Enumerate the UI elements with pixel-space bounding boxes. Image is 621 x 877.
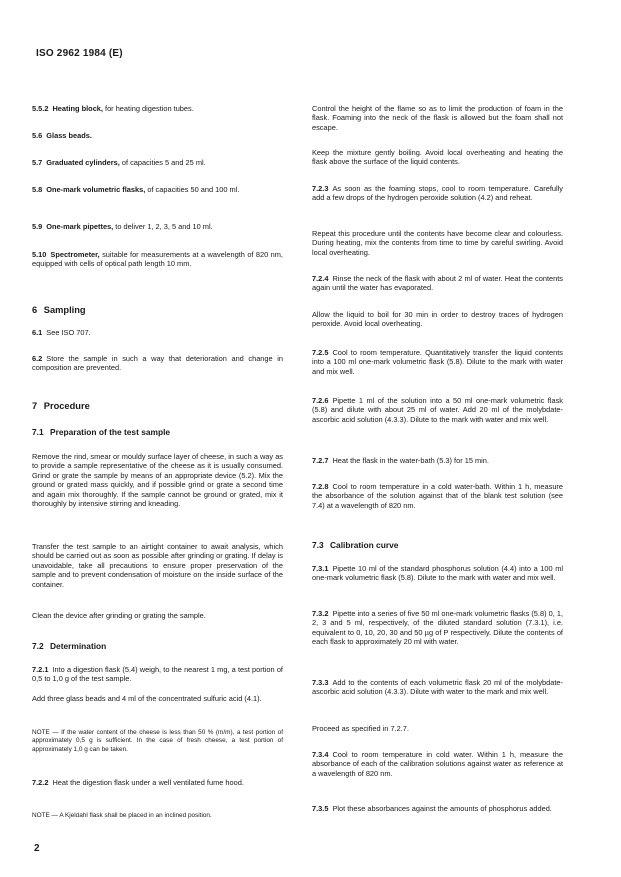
clause-7-3-1: 7.3.1 Pipette 10 ml of the standard phosphorus solution (4.4) into a 100 ml one-mark volumetric flask (5.8). Dilute to the mark with water and mix well. bbox=[312, 564, 563, 583]
clause-7-3-2: 7.3.2 Pipette into a series of five 50 ml one-mark volumetric flasks (5.8) 0, 1, 2, 3 and 5 ml, respectively, of the diluted standard solution (7.3.1), i.e. equivalent to 0, 10, 20, 30 and 50 µg of P respectively. Dilute the contents of each flask to approximately 20 ml with water. bbox=[312, 609, 563, 647]
clause-7-3-5: 7.3.5 Plot these absorbances against the amounts of phosphorus added. bbox=[312, 804, 552, 813]
clause-7-2-8: 7.2.8 Cool to room temperature in a cold water-bath. Within 1 h, measure the absorbance of the solution against that of the blank test solution (see 7.4) at a wavelength of 820 nm. bbox=[312, 482, 563, 510]
clause-5-10: 5.10 Spectrometer, suitable for measurements at a wavelength of 820 nm, equipped with cells of optical path length 10 mm. bbox=[32, 250, 283, 269]
paragraph-repeat-procedure: Repeat this procedure until the contents have become clear and colourless. During heating, mix the contents from time to time by careful swirling. Avoid local overheating. bbox=[312, 229, 563, 257]
paragraph-7-1-a: Remove the rind, smear or mouldy surface layer of cheese, in such a way as to provide a sample representative of the cheese as it is usually consumed. Grind or grate the sample by means of an appropriate device (5.2). Mix the ground or grated mass quickly, and if possible grind or grate a second time and again mix thoroughly. If the sample cannot be ground or grated, mix it thoroughly by intensive stirring and kneading. bbox=[32, 452, 283, 509]
section-7-1-heading: 7.1 Preparation of the test sample bbox=[32, 427, 171, 437]
note-kjeldahl-flask: NOTE — A Kjeldahl flask shall be placed in an inclined position. bbox=[32, 812, 212, 819]
clause-5-6: 5.6 Glass beads. bbox=[32, 131, 92, 140]
section-6-heading: 6 Sampling bbox=[32, 305, 86, 315]
page-number: 2 bbox=[34, 843, 40, 854]
clause-5-8: 5.8 One-mark volumetric flasks, of capacities 50 and 100 ml. bbox=[32, 185, 240, 194]
section-7-2-heading: 7.2 Determination bbox=[32, 641, 107, 651]
clause-7-3-3: 7.3.3 Add to the contents of each volumetric flask 20 ml of the molybdate-ascorbic acid solution (4.3.3). Dilute with water to the mark and mix well. bbox=[312, 678, 563, 697]
clause-7-2-7: 7.2.7 Heat the flask in the water-bath (5.3) for 15 min. bbox=[312, 456, 489, 465]
paragraph-boil-30-min: Allow the liquid to boil for 30 min in order to destroy traces of hydrogen peroxide. Avoid local overheating. bbox=[312, 310, 563, 329]
paragraph-proceed-7-2-7: Proceed as specified in 7.2.7. bbox=[312, 724, 409, 733]
clause-6-2: 6.2 Store the sample in such a way that deterioration and change in composition are prevented. bbox=[32, 354, 283, 373]
clause-7-2-4: 7.2.4 Rinse the neck of the flask with about 2 ml of water. Heat the contents again until the water has evaporated. bbox=[312, 274, 563, 293]
clause-7-2-1: 7.2.1 Into a digestion flask (5.4) weigh, to the nearest 1 mg, a test portion of 0,5 to 1,0 g of the test sample. bbox=[32, 665, 283, 684]
paragraph-gentle-boiling: Keep the mixture gently boiling. Avoid local overheating and heating the flask above the surface of the liquid contents. bbox=[312, 148, 563, 167]
clause-6-1: 6.1 See ISO 707. bbox=[32, 328, 91, 337]
section-7-3-heading: 7.3 Calibration curve bbox=[312, 540, 399, 550]
clause-7-3-4: 7.3.4 Cool to room temperature in cold water. Within 1 h, measure the absorbance of each of the calibration solutions against water as reference at a wavelength of 820 nm. bbox=[312, 750, 563, 778]
section-7-heading: 7 Procedure bbox=[32, 401, 90, 411]
paragraph-7-2-1-b: Add three glass beads and 4 ml of the concentrated sulfuric acid (4.1). bbox=[32, 694, 262, 703]
clause-7-2-5: 7.2.5 Cool to room temperature. Quantitatively transfer the liquid contents into a 100 ml one-mark volumetric flask (5.8). Dilute to the mark with water and mix well. bbox=[312, 348, 563, 376]
paragraph-7-1-c: Clean the device after grinding or grating the sample. bbox=[32, 611, 206, 620]
clause-5-9: 5.9 One-mark pipettes, to deliver 1, 2, 3, 5 and 10 ml. bbox=[32, 222, 213, 231]
clause-7-2-3: 7.2.3 As soon as the foaming stops, cool to room temperature. Carefully add a few drops of the hydrogen peroxide solution (4.2) and reheat. bbox=[312, 184, 563, 203]
note-test-portion: NOTE — If the water content of the cheese is less than 50 % (m/m), a test portion of approximately 0,5 g is sufficient. In the case of fresh cheese, a test portion of approximately 1,0 g can be taken. bbox=[32, 729, 283, 753]
clause-7-2-6: 7.2.6 Pipette 1 ml of the solution into a 50 ml one-mark volumetric flask (5.8) and dilute with about 25 ml of water. Add 20 ml of the molybdate-ascorbic acid solution (4.3.3). Dilute to the mark with water and mix well. bbox=[312, 396, 563, 424]
clause-7-2-2: 7.2.2 Heat the digestion flask under a well ventilated fume hood. bbox=[32, 778, 244, 787]
paragraph-flame-control: Control the height of the flame so as to limit the production of foam in the flask. Foaming into the neck of the flask is allowed but the foam shall not escape. bbox=[312, 104, 563, 132]
document-header: ISO 2962 1984 (E) bbox=[36, 48, 123, 59]
clause-5-5-2: 5.5.2 Heating block, for heating digestion tubes. bbox=[32, 104, 194, 113]
paragraph-7-1-b: Transfer the test sample to an airtight container to await analysis, which should be carried out as soon as possible after grinding or grating. If delay is unavoidable, take all precautions to ensure proper preservation of the sample and to prevent condensation of moisture on the inside surface of the container. bbox=[32, 542, 283, 589]
clause-5-7: 5.7 Graduated cylinders, of capacities 5 and 25 ml. bbox=[32, 158, 206, 167]
